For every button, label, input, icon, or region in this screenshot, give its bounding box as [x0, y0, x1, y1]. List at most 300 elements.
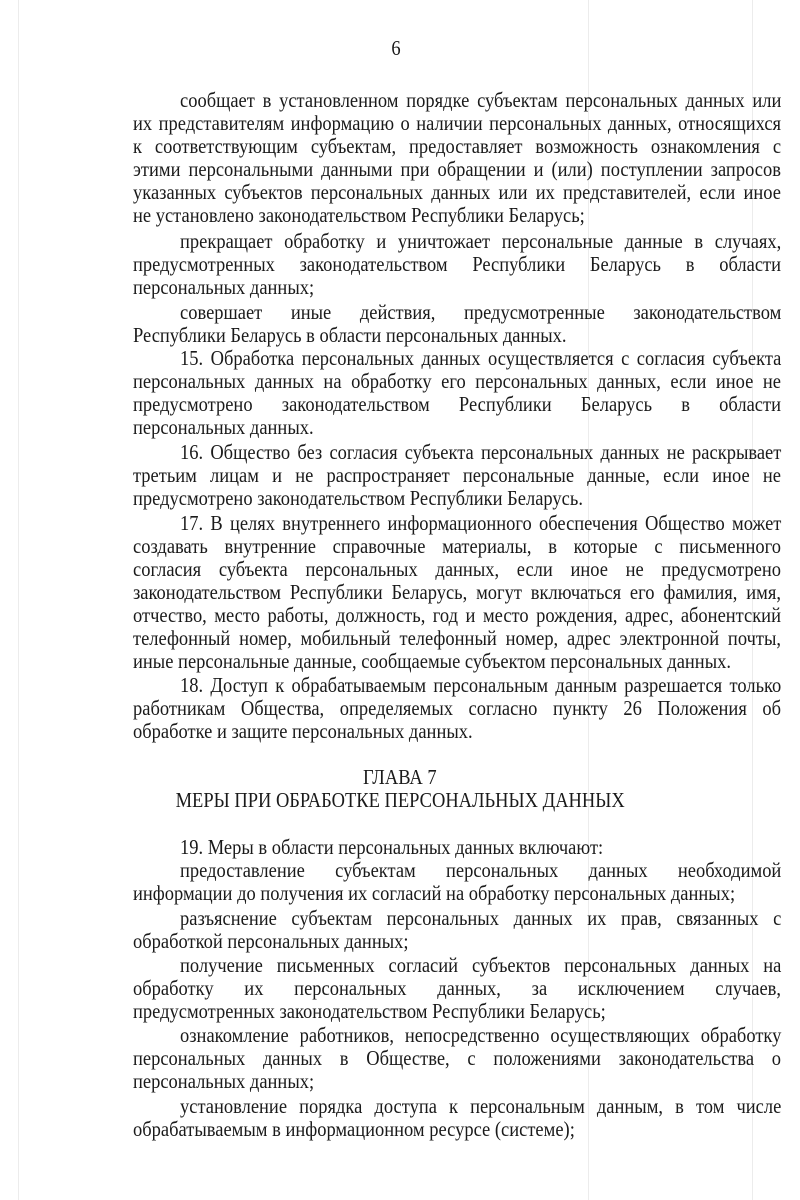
text-line-content: [133, 557, 781, 581]
text-line-content: Республики Беларусь в области персональных данных.: [133, 323, 567, 347]
word: установление: [180, 1094, 288, 1118]
word: с: [773, 906, 782, 930]
text-line: [133, 719, 781, 743]
word: персональные: [462, 463, 575, 487]
page-number: 6: [391, 36, 401, 60]
word: получение: [180, 953, 263, 977]
text-line-content: [133, 157, 781, 181]
word: том: [695, 1094, 725, 1118]
text-line-content: [133, 392, 781, 416]
text-line: [133, 275, 781, 299]
chapter-title: [0, 788, 800, 812]
word: субъектов: [224, 180, 303, 204]
word: номер,: [505, 626, 559, 650]
word: обработку: [133, 976, 214, 1000]
word: осуществляется: [488, 346, 614, 370]
text-line: [180, 229, 781, 253]
word: если: [663, 463, 700, 487]
word: с: [654, 534, 663, 558]
word: совершает: [180, 300, 263, 324]
text-line-content: информации до получения их согласий на обработку персональных данных;: [133, 881, 736, 905]
word: согласия: [133, 557, 202, 581]
word: в: [548, 534, 557, 558]
word: только: [729, 673, 782, 697]
word: работников,: [299, 1023, 394, 1047]
word: ознакомления: [650, 134, 760, 158]
word: в: [694, 229, 704, 253]
word: создавать: [133, 534, 208, 558]
word: персональных: [310, 180, 424, 204]
word: абонентский: [680, 603, 781, 627]
text-line-content: обрабатываемым в информационном ресурсе (системе);: [133, 1117, 575, 1141]
word: прекращает: [180, 229, 273, 253]
word: Беларусь: [589, 252, 661, 276]
text-line-content: [133, 111, 781, 135]
text-line-content: [133, 252, 781, 276]
word: согласия: [329, 440, 398, 464]
text-line-content: [180, 511, 781, 535]
word: не: [295, 463, 314, 487]
text-line: [133, 180, 781, 204]
text-line-content: [180, 346, 781, 370]
word: работникам: [133, 696, 226, 720]
word: субъекта: [712, 346, 782, 370]
word: пункту: [552, 696, 608, 720]
text-line: [180, 346, 781, 370]
text-line: [133, 1046, 781, 1070]
word: фамилия,: [663, 580, 738, 604]
text-line: [133, 203, 781, 227]
word: предоставление: [180, 858, 305, 882]
word: их: [133, 111, 153, 135]
word: персональных: [446, 858, 559, 882]
word: ознакомление: [180, 1023, 289, 1047]
word: с: [772, 134, 782, 158]
word: персональным: [433, 673, 549, 697]
text-line: [180, 1094, 781, 1118]
word: имя,: [746, 580, 781, 604]
word: предусмотрено: [661, 557, 781, 581]
word: персональных: [133, 369, 246, 393]
word: лицам: [210, 463, 259, 487]
word: если: [699, 180, 736, 204]
word: 16.: [180, 440, 204, 464]
text-line: [180, 300, 781, 324]
word: обработку: [700, 1023, 782, 1047]
word: относящихся: [678, 111, 782, 135]
word: соответствующим: [154, 134, 298, 158]
word: Общество: [644, 511, 725, 535]
text-line: [133, 415, 781, 439]
text-line-content: 19. Меры в области персональных данных включают:: [180, 835, 604, 859]
word: третьим: [133, 463, 197, 487]
word: без: [297, 440, 323, 464]
word: к: [449, 1094, 458, 1118]
text-line-content: не установлено законодательством Республики Беларусь;: [133, 203, 585, 227]
text-line: [133, 534, 781, 558]
word: данным: [555, 673, 617, 697]
text-line: [133, 111, 781, 135]
word: или: [498, 180, 528, 204]
word: Беларусь,: [391, 580, 468, 604]
word: данными: [321, 157, 393, 181]
word: персональных: [565, 88, 678, 112]
text-line-content: [133, 580, 781, 604]
word: место: [482, 603, 529, 627]
text-line: [133, 1117, 781, 1141]
word: указанных: [133, 180, 217, 204]
word: уничтожает: [397, 229, 491, 253]
word: субъекта: [404, 440, 474, 464]
text-line: [180, 511, 781, 535]
text-line-content: [180, 906, 781, 930]
word: персональных: [301, 346, 414, 370]
word: Республики: [458, 392, 552, 416]
text-line: [133, 323, 781, 347]
word: телефонный: [133, 626, 231, 650]
text-line-content: [133, 603, 781, 627]
text-line-content: [133, 626, 781, 650]
word: поступлении: [600, 157, 703, 181]
word: справочные: [332, 534, 426, 558]
word: персональными: [188, 157, 314, 181]
text-line: [133, 557, 781, 581]
word: данные: [624, 229, 683, 253]
word: целях: [229, 511, 276, 535]
word: 15.: [180, 346, 204, 370]
word: с: [467, 1046, 476, 1070]
text-line-content: [133, 463, 781, 487]
word: 26: [623, 696, 642, 720]
word: предоставляет: [409, 134, 523, 158]
word: персональных: [133, 1046, 246, 1070]
text-line: [133, 157, 781, 181]
text-line: [133, 486, 781, 510]
word: обеспечения: [538, 511, 638, 535]
word: положениями: [493, 1046, 601, 1070]
word: в: [339, 1046, 349, 1070]
word: Беларусь: [580, 392, 653, 416]
word: может: [732, 511, 782, 535]
text-line: [133, 999, 781, 1023]
word: к: [133, 134, 142, 158]
word: на: [323, 369, 342, 393]
word: данных: [588, 858, 648, 882]
word: субъектам: [477, 88, 558, 112]
word: персональных: [386, 906, 499, 930]
word: персональных: [480, 440, 594, 464]
word: об: [762, 696, 782, 720]
word: телефонный: [399, 626, 497, 650]
text-line-content: иные персональные данные, сообщаемые субъектом персональных данных.: [133, 649, 731, 673]
word: иные: [290, 300, 332, 324]
text-line: [133, 929, 781, 953]
word: работы,: [267, 603, 329, 627]
word: доступа: [374, 1094, 437, 1118]
word: информационного: [387, 511, 532, 535]
text-line-content: персональных данных;: [133, 1069, 315, 1093]
word: разрешается: [624, 673, 723, 697]
word: субъектов: [471, 953, 551, 977]
word: если: [516, 557, 553, 581]
word: данных,: [597, 369, 661, 393]
text-line: [133, 369, 781, 393]
text-line: [133, 881, 781, 905]
chapter-number: [0, 765, 800, 789]
word: данных: [513, 906, 573, 930]
word: области: [719, 392, 781, 416]
word: возможность: [535, 134, 638, 158]
word: этими: [133, 157, 181, 181]
text-line: [180, 440, 781, 464]
word: порядка: [299, 1094, 363, 1118]
text-line-content: [180, 858, 781, 882]
word: или: [752, 88, 782, 112]
word: 17.: [180, 511, 204, 535]
word: внутренние: [224, 534, 316, 558]
word: данных: [263, 1046, 323, 1070]
word: и: [465, 603, 476, 627]
text-line: [180, 835, 781, 859]
word: данных,: [607, 111, 672, 135]
word: запросов: [710, 157, 781, 181]
word: почты,: [727, 626, 782, 650]
text-line-content: [133, 696, 781, 720]
text-line: [133, 696, 781, 720]
word: данных,: [435, 557, 500, 581]
word: в: [262, 88, 272, 112]
word: Доступ: [210, 673, 268, 697]
word: данных: [254, 369, 314, 393]
word: наличии: [416, 111, 483, 135]
word: представителям: [158, 111, 285, 135]
word: случаях,: [714, 229, 782, 253]
word: необходимой: [677, 858, 782, 882]
word: данных: [421, 346, 481, 370]
word: не: [666, 440, 685, 464]
word: данных,: [437, 976, 501, 1000]
word: персональных: [305, 557, 418, 581]
word: не: [762, 369, 782, 393]
word: год: [432, 603, 459, 627]
text-line: [180, 906, 781, 930]
word: не: [625, 557, 644, 581]
word: персональные: [501, 229, 614, 253]
word: порядке: [406, 88, 470, 112]
text-line: [133, 463, 781, 487]
word: могут: [476, 580, 522, 604]
word: информацию: [290, 111, 395, 135]
word: связанных: [676, 906, 759, 930]
word: иное: [712, 463, 750, 487]
word: материалы,: [442, 534, 532, 558]
word: адрес,: [624, 603, 674, 627]
text-line: [133, 976, 781, 1000]
text-line-content: предусмотренных законодательством Республики Беларусь;: [133, 999, 606, 1023]
word: обращении: [437, 157, 526, 181]
text-line-content: [180, 1094, 781, 1118]
word: осуществляющих: [550, 1023, 690, 1047]
word: при: [400, 157, 430, 181]
word: законодательством: [299, 252, 448, 276]
chapter-number-text: ГЛАВА 7: [363, 765, 437, 789]
word: данных: [431, 180, 491, 204]
word: с: [621, 346, 630, 370]
text-line-content: [180, 673, 781, 697]
text-line-content: [133, 180, 781, 204]
word: Обществе,: [366, 1046, 450, 1070]
word: место: [214, 603, 260, 627]
word: иное: [715, 369, 754, 393]
word: если: [670, 369, 707, 393]
word: Республики: [289, 580, 383, 604]
word: данным,: [596, 1094, 664, 1118]
word: рождения,: [536, 603, 618, 627]
word: предусмотренные: [463, 300, 605, 324]
word: их: [244, 976, 264, 1000]
word: исключением: [577, 976, 685, 1000]
word: Положения: [657, 696, 747, 720]
word: определяемых: [339, 696, 454, 720]
word: установленном: [279, 88, 399, 112]
word: и: [376, 229, 387, 253]
scan-artifact-line: [18, 0, 19, 1200]
text-line-content: [133, 534, 781, 558]
word: к: [275, 673, 285, 697]
text-line: [180, 673, 781, 697]
word: согласно: [468, 696, 538, 720]
text-line-content: обработкой персональных данных;: [133, 929, 409, 953]
word: законодательством: [133, 580, 281, 604]
word: внутреннего: [282, 511, 381, 535]
text-line-content: предусмотрено законодательством Республики Беларусь.: [133, 486, 583, 510]
word: Общество: [210, 440, 291, 464]
text-line-content: персональных данных.: [133, 415, 314, 439]
text-line-content: [133, 976, 781, 1000]
word: согласий: [388, 953, 459, 977]
word: его: [629, 580, 655, 604]
text-line-content: [133, 369, 781, 393]
word: адрес: [567, 626, 611, 650]
word: мобильный: [300, 626, 391, 650]
word: на: [763, 953, 782, 977]
word: законодательством: [633, 300, 782, 324]
word: номер,: [239, 626, 292, 650]
word: действия,: [359, 300, 436, 324]
text-line: [133, 392, 781, 416]
text-line: [133, 649, 781, 673]
word: и: [533, 157, 544, 181]
word: разъяснение: [180, 906, 277, 930]
text-line-content: [180, 88, 781, 112]
word: раскрывает: [692, 440, 782, 464]
text-line: [180, 858, 781, 882]
text-line-content: [180, 440, 781, 464]
text-line: [133, 580, 781, 604]
word: предусмотренных: [133, 252, 275, 276]
word: и: [272, 463, 283, 487]
word: непосредственно: [404, 1023, 540, 1047]
text-line: [180, 953, 781, 977]
word: их: [535, 180, 555, 204]
word: представителей,: [563, 180, 692, 204]
word: о: [771, 1046, 782, 1070]
word: сообщает: [180, 88, 255, 112]
text-line-content: обработке и защите персональных данных.: [133, 719, 473, 743]
text-line-content: [133, 134, 781, 158]
word: согласия: [636, 346, 705, 370]
word: данных: [690, 953, 750, 977]
text-line: [133, 626, 781, 650]
word: законодательства: [618, 1046, 755, 1070]
word: субъектам,: [310, 134, 397, 158]
text-line: [180, 88, 781, 112]
word: данные,: [587, 463, 650, 487]
word: Общества,: [240, 696, 325, 720]
text-line-content: персональных данных;: [133, 275, 315, 299]
word: субъектам: [291, 906, 373, 930]
text-line: [133, 134, 781, 158]
word: случаев,: [715, 976, 782, 1000]
word: его: [441, 369, 466, 393]
word: персональных: [564, 953, 677, 977]
word: персональных: [475, 369, 588, 393]
text-line: [133, 252, 781, 276]
word: обработку: [351, 369, 432, 393]
word: должность,: [335, 603, 426, 627]
text-line-content: [180, 1023, 781, 1047]
text-line-content: [180, 300, 781, 324]
word: иное: [743, 180, 781, 204]
word: распространяет: [326, 463, 450, 487]
word: персональных: [294, 976, 407, 1000]
word: в: [675, 1094, 684, 1118]
word: их: [587, 906, 607, 930]
word: отчество,: [133, 603, 207, 627]
word: области: [719, 252, 782, 276]
word: 18.: [180, 673, 204, 697]
word: данных: [600, 440, 660, 464]
word: персональным: [470, 1094, 585, 1118]
word: законодательством: [281, 392, 430, 416]
chapter-title-text: МЕРЫ ПРИ ОБРАБОТКЕ ПЕРСОНАЛЬНЫХ ДАННЫХ: [175, 788, 625, 812]
word: Республики: [472, 252, 566, 276]
word: включаться: [530, 580, 622, 604]
word: в: [685, 252, 695, 276]
word: которые: [573, 534, 638, 558]
word: письменных: [276, 953, 375, 977]
text-line-content: [133, 1046, 781, 1070]
text-line-content: [180, 953, 781, 977]
word: В: [210, 511, 223, 535]
word: персональных: [489, 111, 602, 135]
word: за: [531, 976, 548, 1000]
word: электронной: [619, 626, 720, 650]
word: субъектам: [335, 858, 416, 882]
text-line: [133, 603, 781, 627]
word: прав,: [621, 906, 662, 930]
word: иное: [570, 557, 608, 581]
word: числе: [736, 1094, 782, 1118]
word: письменного: [679, 534, 781, 558]
word: данных: [685, 88, 745, 112]
word: Обработка: [210, 346, 295, 370]
word: (или): [551, 157, 593, 181]
word: обработку: [284, 229, 365, 253]
word: в: [681, 392, 690, 416]
word: предусмотрено: [133, 392, 253, 416]
text-line-content: [180, 229, 781, 253]
